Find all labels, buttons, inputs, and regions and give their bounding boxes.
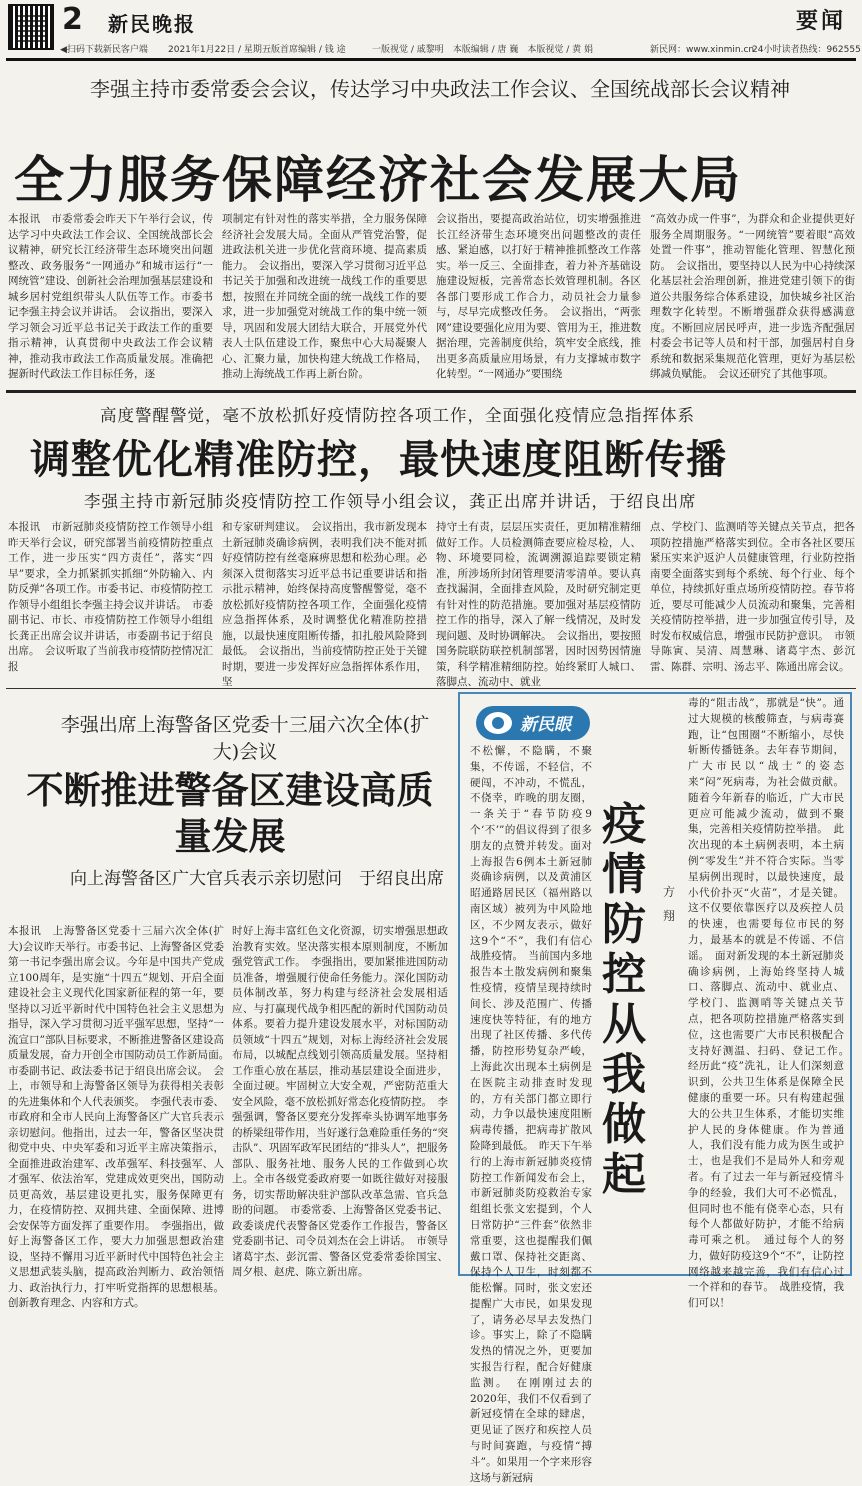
desk-editor: 一版首席编辑 / 钱 途: [262, 45, 346, 55]
commentary-badge-label: 新民眼: [520, 715, 571, 735]
third-subhead: 向上海警备区广大官兵表示亲切慰问 于绍良出席: [70, 869, 444, 889]
section-divider: [6, 390, 856, 393]
second-subhead: 李强主持市新冠肺炎疫情防控工作领导小组会议，龚正出席并讲话，于绍良出席: [84, 492, 697, 511]
masthead-info-line: [0, 40, 862, 58]
second-column-3: 持守土有责，层层压实责任，更加精准精细做好工作。人员检测筛查要应检尽检，人、物、环境要同检，流调溯源追踪要锁定精准，所涉场所封闭管理要清零清单。要认真查找漏洞，全面排查风险，及时研究制定更有针对性的防范措施。要加强对基层疫情防控工作的指导，深入了解一线情况，及时发现问题、及时协调解决。 会议指出，要按照国务院联防联控机制部署，因时因势因情施策，科学精准精细防控。始终紧盯人城口、落脚点、流动中、就业: [436, 521, 641, 688]
reader-hotline: 24小时读者热线：962555: [752, 45, 861, 55]
issue-date: 2021年1月22日 / 星期五: [168, 45, 271, 55]
lead-kicker: 李强主持市委常委会会议，传达学习中央政法工作会议、全国统战部长会议精神: [90, 77, 790, 101]
commentary-title: 疫情防控从我做起: [602, 799, 646, 1200]
lead-column-2: 项制定有针对性的落实举措，全力服务保障经济社会发展大局。全面从严管党治警，促进政法机关进一步优化营商环境、提高素质能力。 会议指出，要深入学习贯彻习近平总书记关于加强和改进统一战线工作的重要思想，按照在并同统全面的统一战线工作的要求，进一步加强党对统战工作的集中统一领导，巩固和发展大团结大联合，开展党外代表人士队伍建设工作，聚焦中心大局凝聚人心、汇聚力量，加快构建大统战工作格局，推动上海统战工作再上新台阶。: [222, 213, 427, 380]
page-number: 2: [62, 2, 83, 37]
masthead-divider: [6, 58, 856, 61]
second-column-2: 和专家研判建议。 会议指出，我市新发现本土新冠肺炎确诊病例，表明我们决不能对抓好疫情防控有丝毫麻痹思想和松劲心理。必须深入贯彻落实习近平总书记重要讲话和指示批示精神，始终保持高度警醒警觉，毫不放松抓好疫情防控各项工作，全面强化疫情应急指挥体系，及时调整优化精准防控措施，以最快速度阻断传播，扣扎般风险降到最低。 会议指出，当前疫情防控正处于关键时期，要进一步发挥好应急指挥体系作用，坚: [222, 521, 427, 688]
commentary-column-2: 毒的“阻击战”，那就是“快”。通过大规模的核酸筛查，与病毒赛跑，让“包围圈”不断缩小，尽快斩断传播链条。去年春节期间，广大市民以“战士”的姿态来“闷”死病毒，为社会做贡献。随着今年新春的临近，广大市民更应可能减少流动，做到不聚集，完善相关疫情防控举措。 此次出现的本土病例表明，本土病例“零发生”并不符合实际。当零星病例出现时，以最快速度，最小代价扑灭“火苗”，才是关键。这不仅要依靠医疗以及疾控人员的快速，也需要每位市民的努力，最基本的就是不传谣、不信谣。 面对新发现的本土新冠肺炎确诊病例，上海始终坚持人城口、落脚点、流动中、就业点、学校门、监测哨等关键点关节点，把各项防控措施严格落实到位，这也需要广大市民积极配合支持好测温、扫码、登记工作。 经历此“疫”洗礼，让人们深刻意识到，公共卫生体系是保障全民健康的重要一环。只有构建起强大的公共卫生体系，才能切实维护人民的身体健康。作为普通人，我们没有能力成为医生或护士，也是我们不是局外人和旁观者。有了过去一年与新冠疫情斗争的经验，我们大可不必慌乱，但同时也不能有侥幸心态，只有每个人都做好防护，才能不给病毒可乘之机。 通过每个人的努力，做好防疫这9个“不”，让防控网络越来越完善，我们有信心过一个祥和的春节。 战胜疫情，我们可以！: [688, 697, 855, 1310]
lead-column-1: 本报讯 市委常委会昨天下午举行会议，传达学习中央政法工作会议、全国统战部长会议精神，研究长江经济带生态环境突出问题整改、政务服务“一网通办”和城市运行“一网统管”建设、创新社会治理加强基层建设和城乡居村党组织带头人队伍等工作。市委书记李强主持会议并讲话。 会议指出，要深入学习领会习近平总书记关于政法工作的重要指示精神，认真贯彻中央政法工作会议精神，推动我市政法工作高质量发展。准确把握新时代政法工作目标任务，逐: [8, 213, 213, 380]
commentary-author: 方翔: [662, 885, 675, 923]
section-name: 要闻: [795, 9, 846, 34]
second-kicker: 高度警醒警觉，毫不放松抓好疫情防控各项工作，全面强化疫情应急指挥体系: [100, 406, 695, 425]
section-divider: [6, 688, 856, 689]
masthead: [0, 0, 862, 68]
lead-headline: 全力服务保障经济社会发展大局: [14, 151, 742, 209]
website[interactable]: 新民网：www.xinmin.cn: [650, 45, 755, 55]
second-column-1: 本报讯 市新冠肺炎疫情防控工作领导小组昨天举行会议，研究部署当前疫情防控重点工作，进一步压实“四方责任”，落实“四早”要求，全力抓紧抓实抓细“外防输入、内防反弹”各项工作。市委书记、市疫情防控工作领导小组组长李强主持会议并讲话。 市委副书记、市长、市疫情防控工作领导小组组长龚正出席会议并讲话，市委副书记于绍良出席。 会议听取了当前我市疫情防控情况汇报: [8, 521, 213, 673]
layout-credits: 一版视觉 / 戚黎明 本版编辑 / 唐 巍 本版视觉 / 黄 娟: [372, 45, 593, 55]
lead-column-4: “高效办成一件事”，为群众和企业提供更好服务全周期服务。“一网统管”要着眼“高效处置一件事”，推动智能化管理、智慧化预防。 会议指出，要坚持以人民为中心持续深化基层社会治理创新，推进党建引领下的街道公共服务综合体系建设，加快城乡社区治理数字化转型。不断增强群众获得感满意度。不断回应居民呼声，进一步选齐配强居村委会书记等人员和村干部，加强居村自身系统和数据采集规范化管理，更好为基层松绑减负赋能。 会议还研究了其他事项。: [650, 213, 855, 380]
third-column-2: 时好上海丰富红色文化资源，切实增强思想政治教育实效。坚决落实根本原则制度，不断加强党管武工作。 李强指出，要加紧推进国防动员准备，增强履行使命任务能力。深化国防动员体制改革，努力构建与经济社会发展相适应、与打赢现代战争相匹配的新时代国防动员体系。要着力提升建设发展水平，对标国防动员领域“十四五”规划，对标上海经济社会发展布局，以城配点线划引领高质量发展。坚持相工作重心放在基层，推动基层建设全面进步，全面过硬。牢固树立大安全观，严密防范重大安全风险，毫不放松抓好常态化疫情防控。 李强强调，警备区要充分发挥牵头协调军地事务的桥梁纽带作用，当好遂行急难险重任务的“突击队”、巩固军政军民团结的“排头人”，把服务部队、服务社地、服务人民的工作做到心坎上。全市各级党委政府要一如既往做好对接服务，切实帮助解决驻沪部队改革急需、官兵急盼的问题。 市委常委、上海警备区党委书记、政委谈虎代表警备区党委作工作报告，警备区党委副书记、司令员刘杰在会上讲话。 市领导诸葛宇杰、彭沉雷、警备区党委常委徐国宝、周夕根、赵虎、陈立新出席。: [232, 925, 448, 1278]
third-kicker: 李强出席上海警备区党委十三届六次全体(扩大)会议: [60, 714, 430, 763]
lead-column-3: 会议指出，要提高政治站位，切实增强推进长江经济带生态环境突出问题整改的责任感、紧迫感，以打好于精神推抓整改工作落实。举一反三、全面排查，着力补齐基础设施建设短板，完善常态长效管理机制。各区各部门要形成工作合力，动员社会力量参与，尽早完成整改任务。 会议指出，“两张网”建设要强化应用为要、管用为王，推进数据治理，完善制度供给，筑牢安全底线，推出更多高质量应用场景，有力支撑城市数字化转型。“一网通办”要围绕: [436, 213, 641, 380]
commentary-column-1: 不松懈，不隐瞒，不聚集，不传谣，不轻信，不硬闯，不冲动，不慌乱，不侥幸，昨晚的朋友圈，一条关于“春节防疫9个‘不’”的倡议得到了很多朋友的点赞并转发。面对上海报告6例本土新冠肺炎确诊病例，以及黄浦区昭通路居民区（福州路以南区域）被列为中风险地区，不少网友表示，做好这9个“不”，我们有信心战胜疫情。 当前国内多地报告本土散发病例和聚集性疫情，疫情呈现持续时间长、涉及范围广、传播速度快等特征，有的地方出现了社区传播、多代传播，防控形势复杂严峻，上海此次出现本土病例是在医院主动排查时发现的，方有关部门都立即行动，力争以最快速度阻断病毒传播，把病毒扩散风险降到最低。 昨天下午举行的上海市新冠肺炎疫情防控工作新闻发布会上，市新冠肺炎防疫救治专家组组长张文宏提到，个人日常防护“三件套”依然非常重要，这也提醒我们佩戴口罩、保持社交距离、保持个人卫生，时刻都不能松懈。同时，张文宏还提醒广大市民，如果发现了，请务必尽早去发热门诊。事实上，除了不隐瞒发热的情况之外，更要加实报告行程，配合好健康监测。 在刚刚过去的2020年，我们不仅看到了新冠疫情在全球的肆虐，更见证了医疗和疾控人员与时间赛跑，与疫情“搏斗”。如果用一个字来形容这场与新冠病: [470, 745, 592, 1484]
second-column-4: 点、学校门、监测哨等关键点关节点，把各项防控措施严格落实到位。全市各社区要压紧压实来沪返沪人员健康管理，行业防控指南要全面落实到每个系统、每个行业、每个单位，持续抓好重点场所疫情防控。春节将近，要尽可能减少人员流动和聚集，完善相关疫情防控举措，进一步加强宣传引导，及时发布权威信息，增强市民防护意识。 市领导陈寅、吴清、周慧琳、诸葛宇杰、彭沉雷、陈群、宗明、汤志平、陈通出席会议。: [650, 521, 855, 673]
scan-hint[interactable]: ◀扫码下载新民客户端: [60, 45, 148, 55]
second-headline: 调整优化精准防控，最快速度阻断传播: [30, 437, 727, 483]
third-headline: 不断推进警备区建设高质量发展: [26, 769, 434, 858]
third-column-1: 本报讯 上海警备区党委十三届六次全体(扩大)会议昨天举行。市委书记、上海警备区党委第一书记李强出席会议。今年是中国共产党成立100周年，是实施“十四五”规划、开启全面建设社会主义现代化国家新征程的第一年，要坚持以习近平新时代中国特色社会主义思想为指导，深入学习贯彻习近平强军思想，坚持“一流宣口”部队目标要求，不断推进警备区建设高质量发展，奋力开创全市国防动员工作新局面。 市委副书记、政法委书记于绍良出席会议。 会上，市领导和上海警备区领导为获得相关表彰的先进集体和个人代表颁奖。 李强代表市委、市政府和全市人民向上海警备区广大官兵表示亲切慰问。他指出，过去一年，警备区坚决贯彻党中央、中央军委和习近平主席决策指示，全面推进政治建军、改革强军、科技强军、人才强军、依法治军，党建成效更突出，国防动员更高效，基层建设更扎实，服务保障更有力，在疫情防控、双拥共建、全面保障、进博会安保等方面发挥了重要作用。 李强指出，做好上海警备区工作，要大力加强思想政治建设，坚持不懈用习近平新时代中国特色社会主义思想武装头脑，提高政治判断力、政治领悟力、政治执行力，打牢听党指挥的思想根基。创新教育理念、内容和方式。: [8, 925, 235, 1309]
newspaper-name: 新民晚报: [108, 12, 196, 36]
eye-icon: [484, 712, 512, 734]
